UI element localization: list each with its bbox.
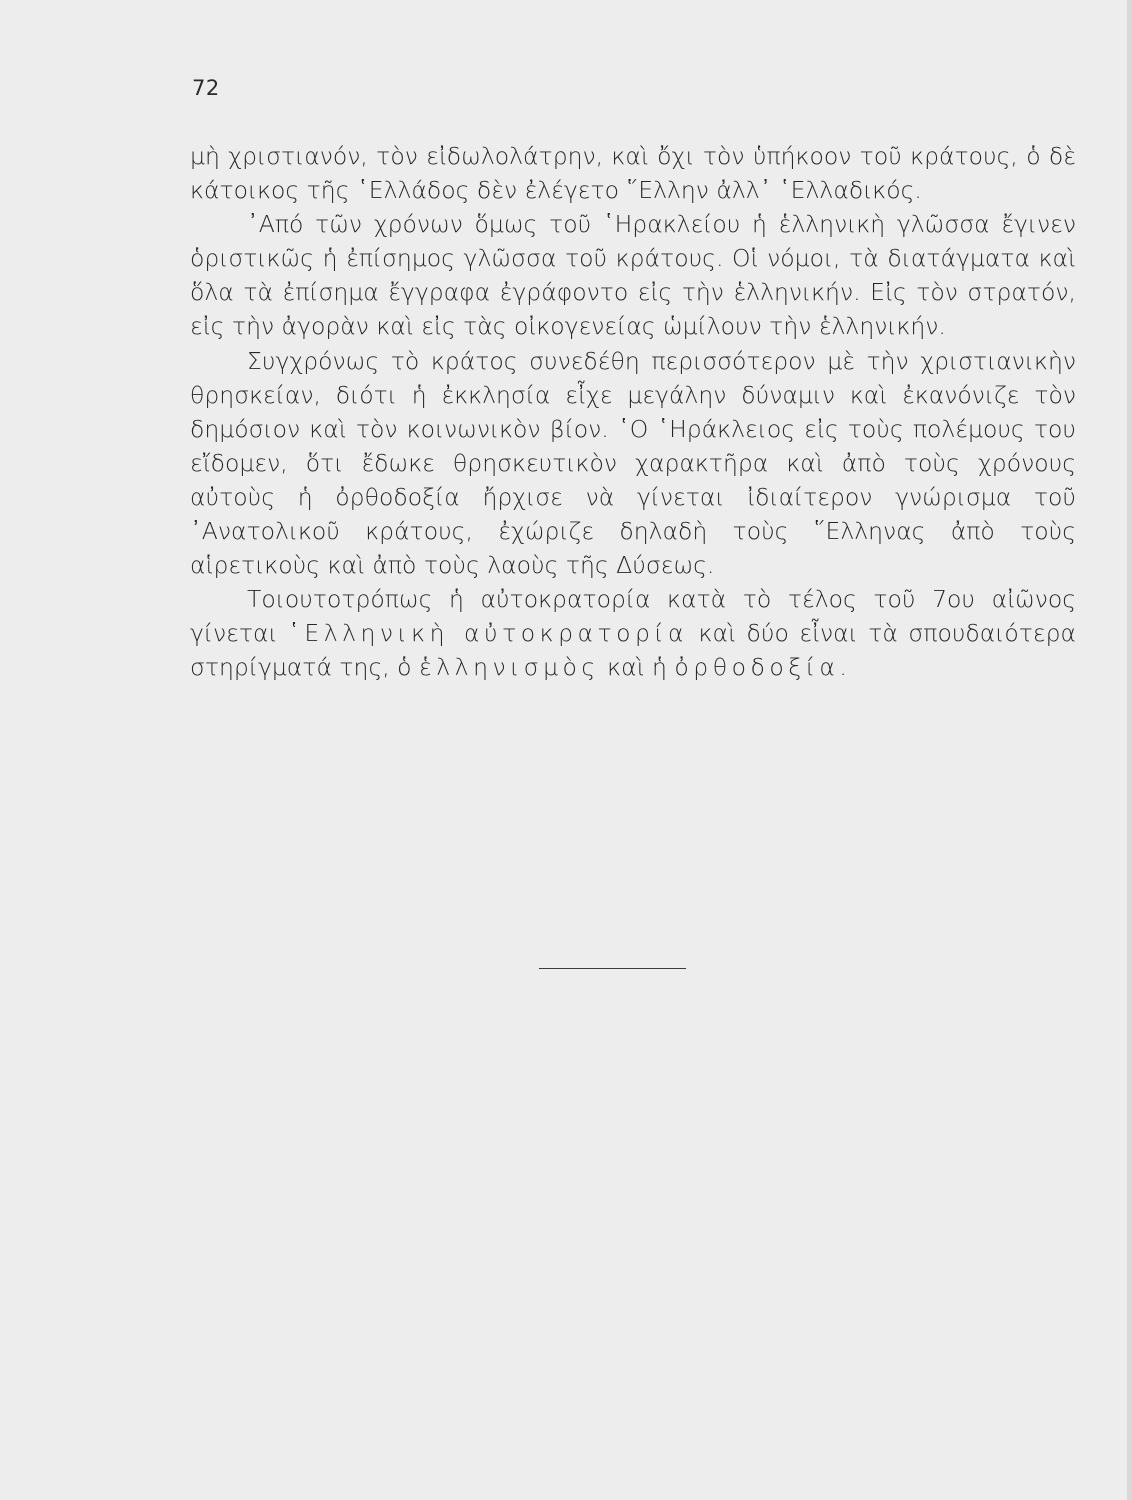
paragraph-1: μὴ χριστιανόν, τὸν εἰδωλολάτρην, καὶ ὄχι τὸν ὑπήκοον τοῦ κράτους, ὁ δὲ κάτοικος τῆς ῾Ελλάδος δὲν ἐλέγετο ῞Ελλην ἀλλ᾽ ῾Ελλαδικός.: [190, 142, 1076, 205]
page-number: 72: [192, 76, 220, 100]
paragraph-3: Συγχρόνως τὸ κράτος συνεδέθη περισσότερον μὲ τὴν χριστιανικὴν θρησκείαν, διότι ἡ ἐκκλησία εἶχε μεγάλην δύναμιν καὶ ἐκανόνιζε τὸν δημόσιον καὶ τὸν κοινωνικὸν βίον. ῾Ο ῾Ηράκλειος εἰς τοὺς πολέμους του εἴδομεν, ὅτι ἔδωκε θρησκευτικὸν χαρακτῆρα καὶ ἀπὸ τοὺς χρόνους αὐτοὺς ἡ ὀρθοδοξία ἤρχισε νὰ γίνεται ἰδιαίτερον γνώρισμα τοῦ ᾽Ανατολικοῦ κράτους, ἐχώριζε δηλαδὴ τοὺς ῞Ελληνας ἀπὸ τοὺς αἱρετικοὺς καὶ ἀπὸ τοὺς λαοὺς τῆς Δύσεως.: [190, 346, 1076, 580]
paragraph-4: [190, 582, 1076, 684]
emphasized-hellenic-empire: ῾Ελληνικὴ αὐτοκρατορία: [288, 619, 689, 648]
paragraph-4-text-end: .: [839, 653, 847, 682]
emphasized-orthodoxy: ὀρθοδοξία: [674, 653, 840, 682]
section-divider: [539, 968, 686, 969]
paragraph-4-text-start: Τοιουτοτρόπως ἡ αὐτοκρατορία κατὰ τὸ τέλος τοῦ 7ου αἰῶνος γίνεται: [190, 585, 1076, 648]
paragraph-4-text-between: καὶ ἡ: [599, 653, 675, 682]
body-text: [190, 139, 1076, 685]
emphasized-hellenism: ἑλληνισμὸς: [419, 653, 600, 682]
paragraph-4-text-middle: καὶ δύο εἶναι τὰ σπουδαιότερα στηρίγματά της, ὁ: [190, 619, 1077, 682]
paragraph-2: ᾽Από τῶν χρόνων ὅμως τοῦ ῾Ηρακλείου ἡ ἑλληνικὴ γλῶσσα ἔγινεν ὁριστικῶς ἡ ἐπίσημος γλῶσσα τοῦ κράτους. Οἱ νόμοι, τὰ διατάγματα καὶ ὅλα τὰ ἐπίσημα ἔγγραφα ἐγράφοντο εἰς τὴν ἑλληνικήν. Εἰς τὸν στρατόν, εἰς τὴν ἀγορὰν καὶ εἰς τὰς οἰκογενείας ὡμίλουν τὴν ἑλληνικήν.: [190, 210, 1076, 341]
